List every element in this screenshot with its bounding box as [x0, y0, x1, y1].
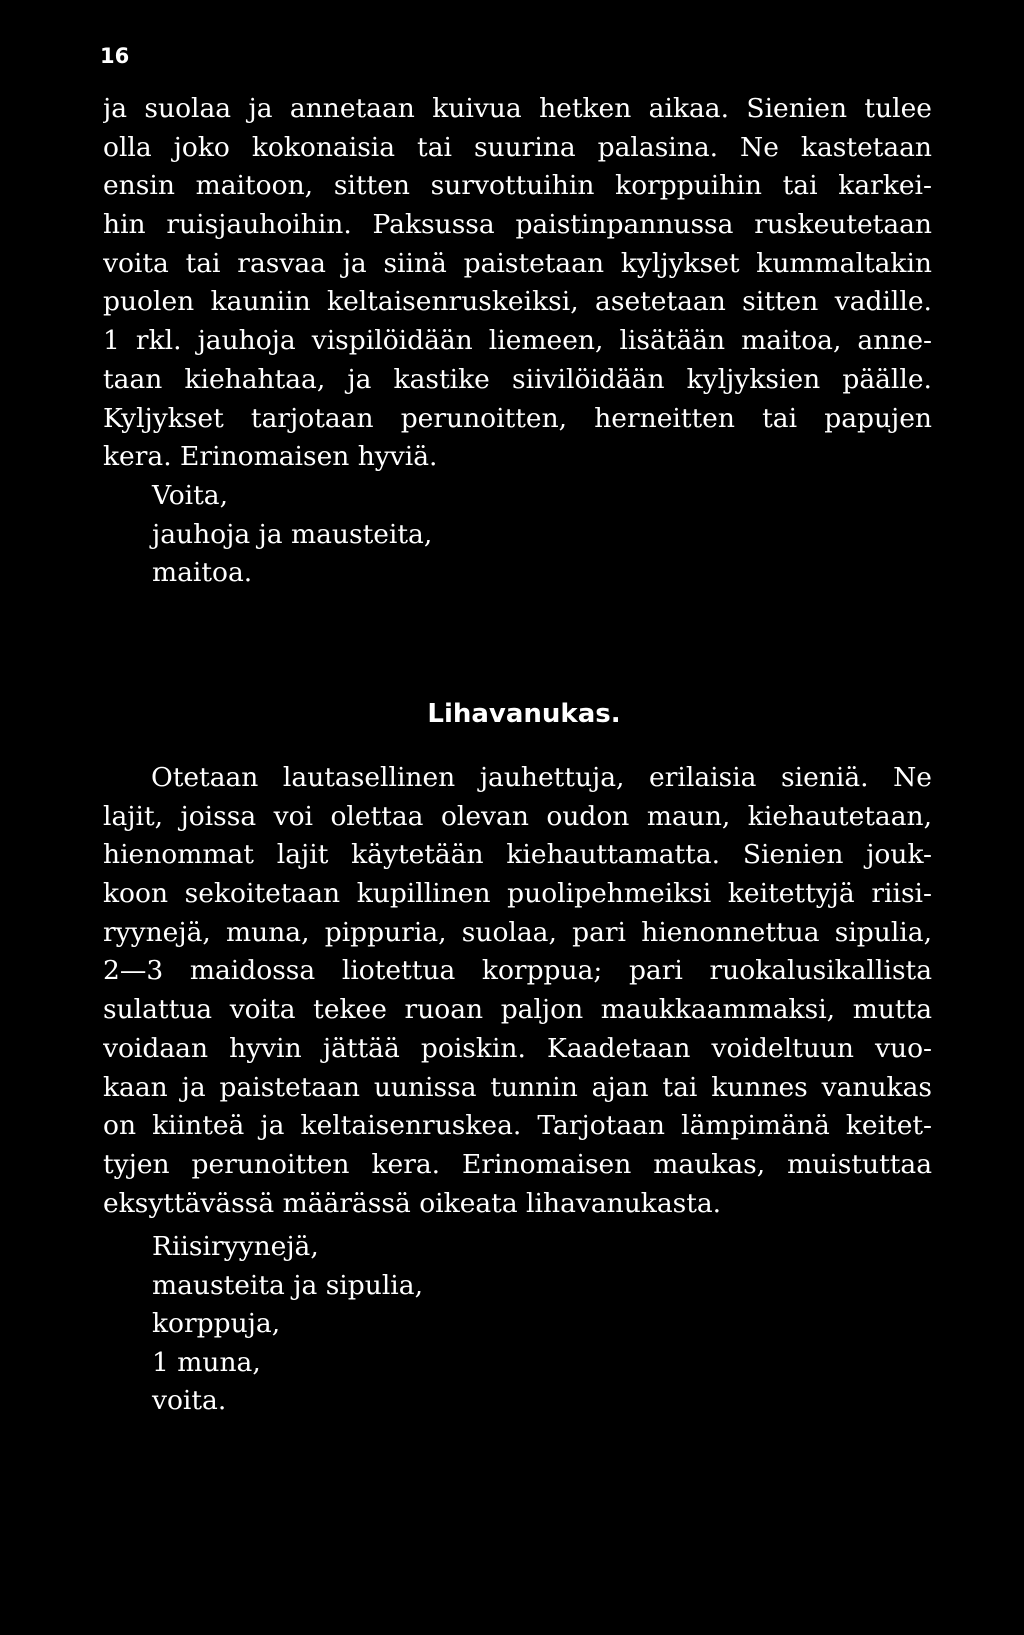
paragraph-line: 1 rkl. jauhoja vispilöidään liemeen, lisätään maitoa, anne- — [103, 325, 932, 357]
ingredient-item: Voita, — [152, 480, 229, 511]
recipe-heading: Lihavanukas. — [427, 699, 621, 729]
recipe-instructions-paragraph — [103, 759, 932, 1223]
page-number: 16 — [100, 44, 130, 68]
paragraph-line: voidaan hyvin jättää poiskin. Kaadetaan voideltuun vuo- — [103, 1032, 932, 1064]
paragraph-line: 2—3 maidossa liotettua korppua; pari ruokalusikallista — [103, 955, 932, 987]
paragraph-line: lajit, joissa voi olettaa olevan oudon maun, kiehautetaan, — [103, 800, 932, 832]
paragraph-line: taan kiehahtaa, ja kastike siivilöidään kyljyksien päälle. — [103, 363, 932, 395]
ingredient-item: korppuja, — [152, 1308, 281, 1339]
paragraph-line: on kiinteä ja keltaisenruskea. Tarjotaan lämpimänä keitet- — [103, 1110, 932, 1142]
ingredient-item: maitoa. — [152, 557, 253, 588]
paragraph-line: puolen kauniin keltaisenruskeiksi, asetetaan sitten vadille. — [103, 286, 932, 318]
paragraph-line: kera. Erinomaisen hyviä. — [103, 441, 438, 473]
paragraph-line: hienommat lajit käytetään kiehauttamatta. Sienien jouk- — [103, 839, 932, 871]
ingredient-item: mausteita ja sipulia, — [152, 1269, 423, 1301]
ingredient-item: Riisiryynejä, — [152, 1231, 319, 1262]
ingredient-item: voita. — [152, 1385, 227, 1416]
paragraph-line: tyjen perunoitten kera. Erinomaisen maukas, muistuttaa — [103, 1148, 932, 1180]
ingredient-list — [152, 1228, 423, 1421]
paragraph-line: Otetaan lautasellinen jauhettuja, erilaisia sieniä. Ne — [151, 762, 932, 793]
ingredient-item: 1 muna, — [152, 1346, 261, 1378]
paragraph-line: eksyttävässä määrässä oikeata lihavanukasta. — [103, 1187, 722, 1219]
paragraph-line: sulattua voita tekee ruoan paljon maukkaammaksi, mutta — [103, 994, 932, 1026]
paragraph-line: olla joko kokonaisia tai suurina palasina. Ne kastetaan — [103, 131, 932, 163]
paragraph-line: Kyljykset tarjotaan perunoitten, herneitten tai papujen — [103, 402, 932, 434]
paragraph-line: voita tai rasvaa ja siinä paistetaan kyljykset kummaltakin — [103, 247, 932, 279]
paragraph-line: kaan ja paistetaan uunissa tunnin ajan tai kunnes vanukas — [103, 1071, 932, 1103]
paragraph-line: ensin maitoon, sitten survottuihin korppuihin tai karkei- — [103, 170, 932, 202]
recipe-continuation-paragraph — [103, 90, 932, 477]
paragraph-line: ja suolaa ja annetaan kuivua hetken aikaa. Sienien tulee — [103, 93, 932, 124]
ingredient-list — [152, 477, 432, 593]
paragraph-line: ryynejä, muna, pippuria, suolaa, pari hienonnettua sipulia, — [103, 916, 932, 948]
paragraph-line: koon sekoitetaan kupillinen puolipehmeiksi keitettyjä riisi- — [103, 878, 932, 910]
ingredient-item: jauhoja ja mausteita, — [152, 518, 433, 550]
paragraph-line: hin ruisjauhoihin. Paksussa paistinpannussa ruskeutetaan — [103, 209, 932, 241]
